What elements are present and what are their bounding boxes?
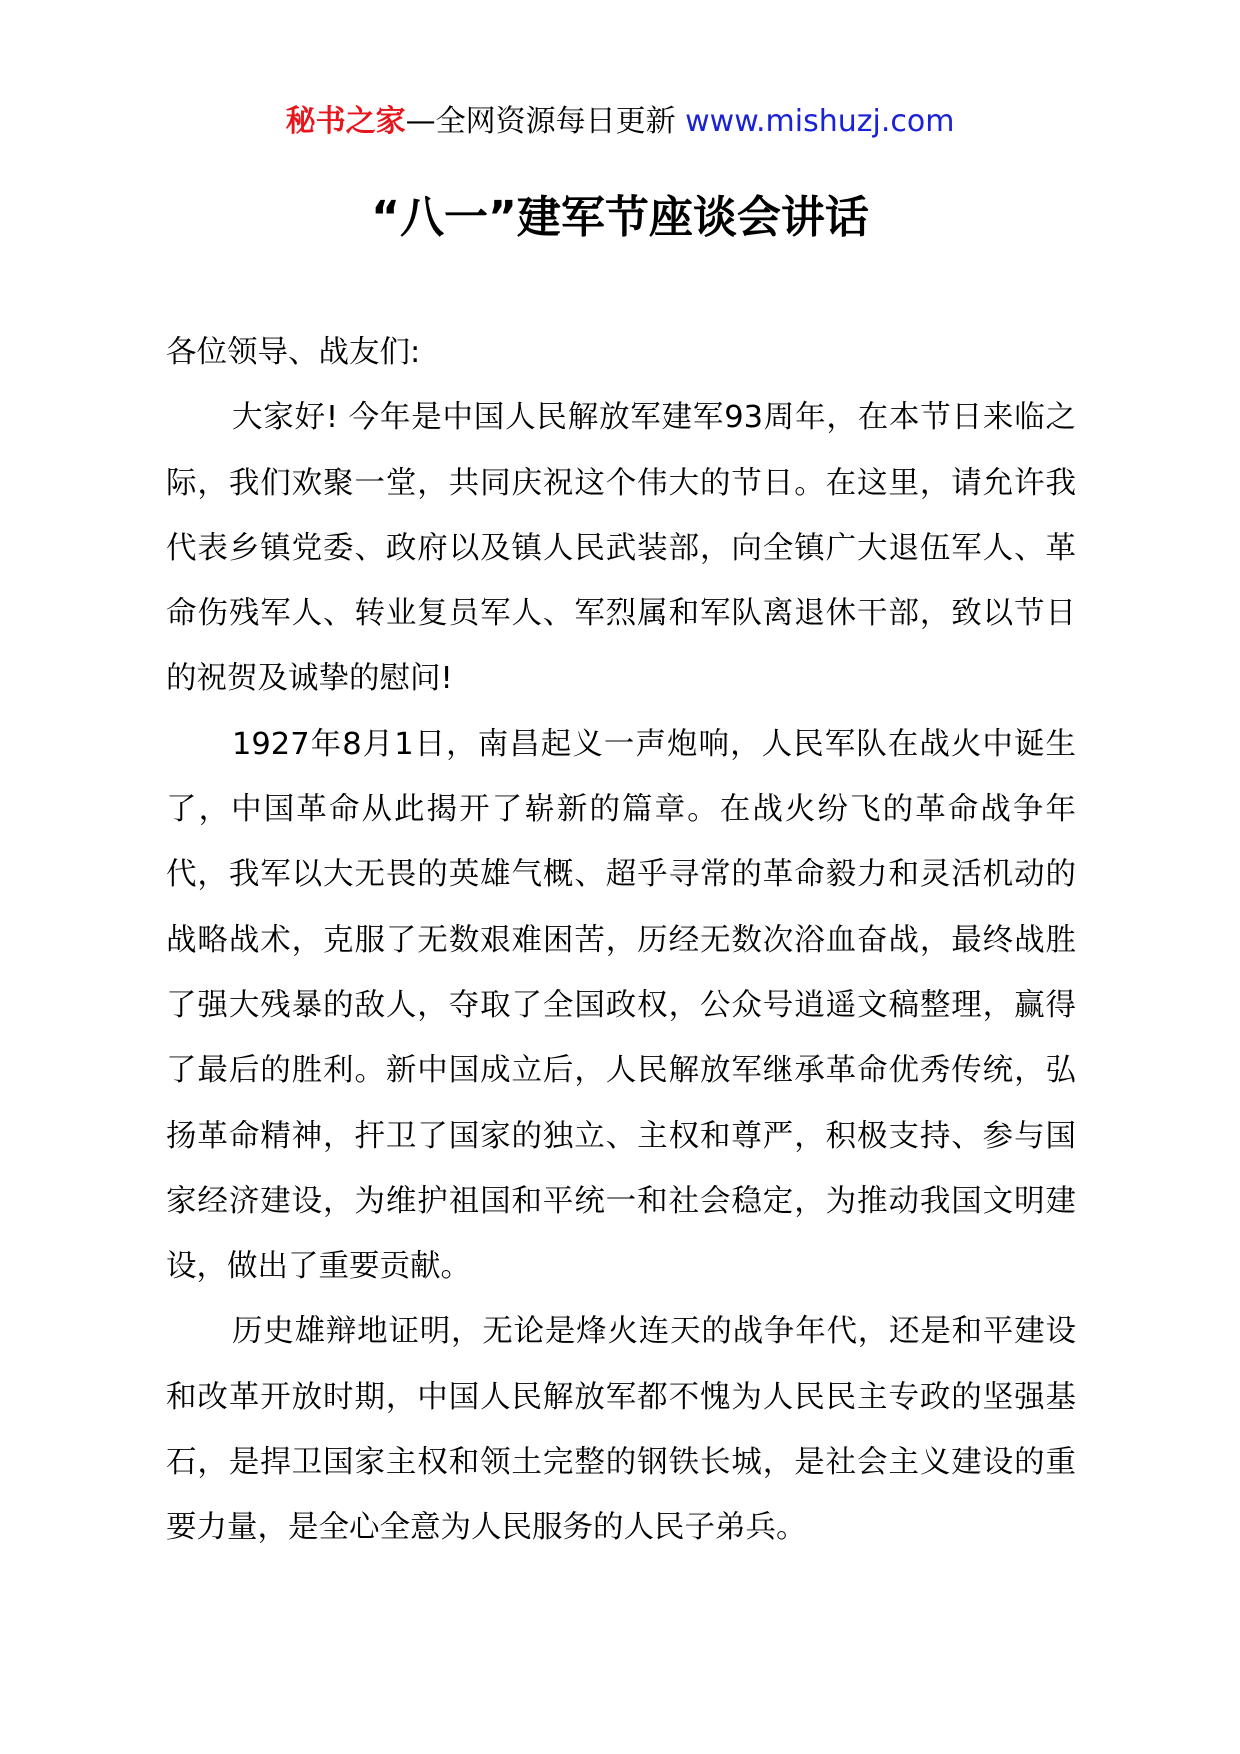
paragraph-history: 1927年8月1日，南昌起义一声炮响，人民军队在战火中诞生了，中国革命从此揭开了崭新的篇章。在战火纷飞的革命战争年代，我军以大无畏的英雄气概、超乎寻常的革命毅力和灵活机动的战略战术，克服了无数艰难困苦，历经无数次浴血奋战，最终战胜了强大残暴的敌人，夺取了全国政权，公众号逍遥文稿整理，赢得了最后的胜利。新中国成立后，人民解放军继承革命优秀传统，弘扬革命精神，扞卫了国家的独立、主权和尊严，积极支持、参与国家经济建设，为维护祖国和平统一和社会稳定，为推动我国文明建设，做出了重要贡献。 [166,726,1076,1285]
document-body [166,320,1076,1561]
site-header [0,102,1240,142]
paragraph-conclusion: 历史雄辩地证明，无论是烽火连天的战争年代，还是和平建设和改革开放时期，中国人民解放军都不愧为人民民主专政的坚强基石，是捍卫国家主权和领土完整的钢铁长城，是社会主义建设的重要力量，是全心全意为人民服务的人民子弟兵。 [166,1314,1076,1546]
site-url-link[interactable]: www.mishuzj.com [685,104,955,139]
brand-name: 秘书之家 [285,104,406,139]
header-tagline: —全网资源每日更新 [405,104,676,139]
document-title: “八一”建军节座谈会讲话 [371,192,869,243]
salutation: 各位领导、战友们: [166,335,421,370]
paragraph-greeting: 大家好! 今年是中国人民解放军建军93周年，在本节日来临之际，我们欢聚一堂，共同庆祝这个伟大的节日。在这里，请允许我代表乡镇党委、政府以及镇人民武装部，向全镇广大退伍军人、革命伤残军人、转业复员军人、军烈属和军队离退休干部，致以节日的祝贺及诚挚的慰问! [166,400,1076,697]
